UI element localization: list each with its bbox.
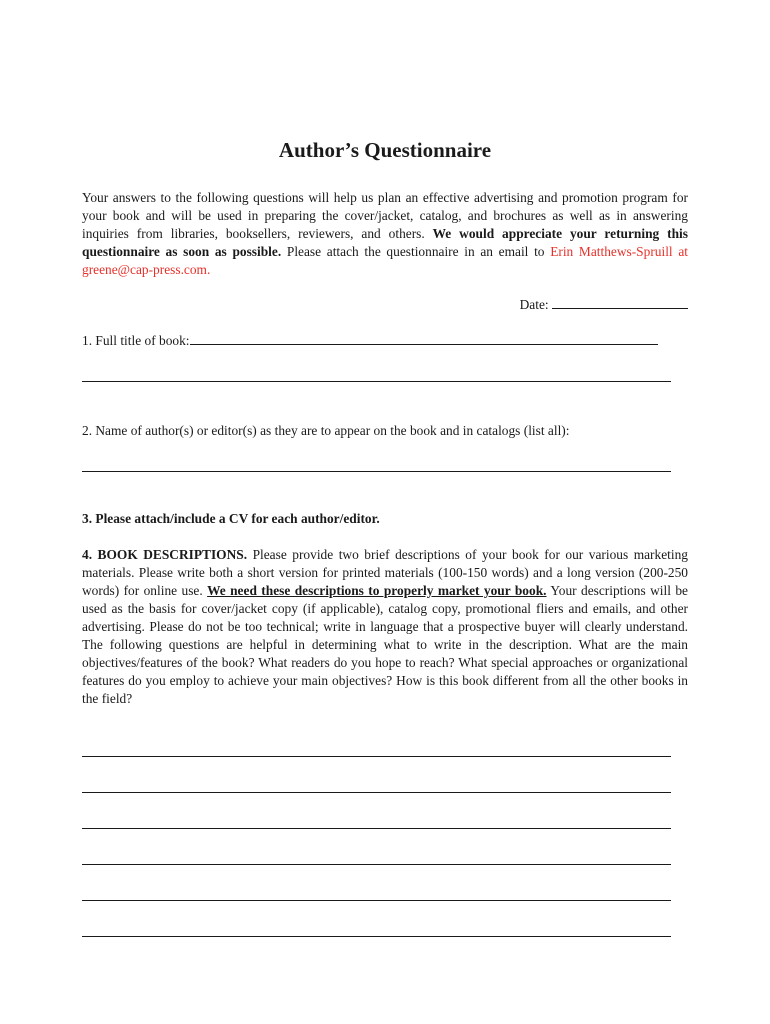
description-line-4[interactable] <box>82 864 671 865</box>
intro-paragraph <box>82 189 688 279</box>
question-1-label: 1. Full title of book: <box>82 333 190 348</box>
question-2: 2. Name of author(s) or editor(s) as they are to appear on the book and in catalogs (list all): <box>82 423 570 438</box>
title-field-line-1[interactable] <box>190 332 658 345</box>
question-4-text-a: Please provide two brief descriptions of your book for our various marketing materials. Please write both a short version for printed materials (100-150 words) and a long version (200-250 words) for online use. <box>82 547 688 598</box>
title-field-line-2[interactable] <box>82 381 671 382</box>
question-3: 3. Please attach/include a CV for each author/editor. <box>82 511 380 526</box>
question-1 <box>82 332 658 350</box>
question-4-paragraph <box>82 546 688 708</box>
description-line-3[interactable] <box>82 828 671 829</box>
description-line-1[interactable] <box>82 756 671 757</box>
contact-email-link[interactable]: Erin Matthews-Spruill at greene@cap-press.com. <box>82 244 688 277</box>
intro-text: Your answers to the following questions will help us plan an effective advertising and promotion program for your book and will be used in preparing the cover/jacket, catalog, and brochures as well as in answering inquiries from libraries, booksellers, reviewers, and others. <box>82 190 688 241</box>
intro-attach-text: Please attach the questionnaire in an email to <box>286 244 545 259</box>
question-4-heading: 4. BOOK DESCRIPTIONS. <box>82 547 248 562</box>
date-field[interactable] <box>552 296 688 309</box>
description-line-2[interactable] <box>82 792 671 793</box>
description-line-6[interactable] <box>82 936 671 937</box>
intro-bold-request: We would appreciate your returning this questionnaire as soon as possible. <box>82 226 688 259</box>
page-title: Author’s Questionnaire <box>278 138 492 162</box>
date-label: Date: <box>519 297 549 312</box>
question-4-text-b: Your descriptions will be used as the basis for cover/jacket copy (if applicable), catalog copy, promotional fliers and emails, and other advertising. Please do not be too technical; write in language that a prospective buyer will clearly understand. The following questions are helpful in determining what to write in the description. What are the main objectives/features of the book? What readers do you hope to reach? What special approaches or organizational features do you employ to achieve your main objectives? How is this book different from all the other books in the field? <box>82 583 688 706</box>
authors-field-line[interactable] <box>82 471 671 472</box>
date-row <box>520 296 688 314</box>
description-line-5[interactable] <box>82 900 671 901</box>
question-4-emphasis: We need these descriptions to properly market your book. <box>207 583 547 598</box>
